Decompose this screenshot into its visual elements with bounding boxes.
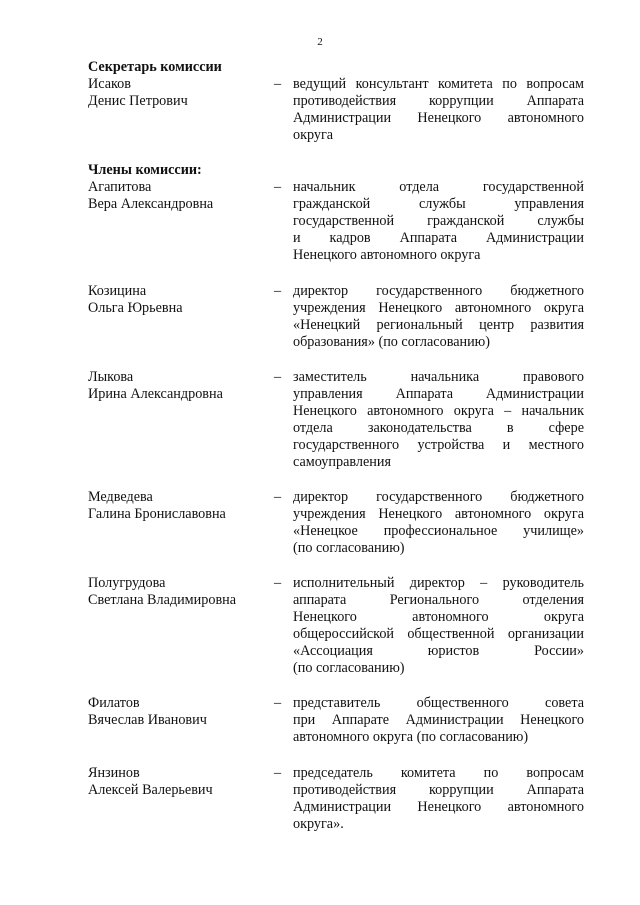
position-line: противодействия коррупции Аппарата: [293, 93, 584, 109]
member-surname: Медведева: [88, 489, 153, 505]
position-line: представитель общественного совета: [293, 695, 584, 711]
commission-member-entry: [88, 179, 588, 269]
position-line: при Аппарате Администрации Ненецкого: [293, 712, 584, 728]
position-line: директор государственного бюджетного: [293, 283, 584, 299]
position-line: государственной гражданской службы: [293, 213, 584, 229]
commission-member-entry: [88, 76, 588, 148]
member-name: [88, 575, 268, 609]
commission-member-entry: [88, 369, 588, 477]
members-heading: Члены комиссии:: [88, 162, 202, 178]
position-line: Ненецкого автономного округа: [293, 247, 481, 263]
secretary-heading: Секретарь комиссии: [88, 59, 222, 75]
member-surname: Козицина: [88, 283, 147, 299]
member-position: [293, 765, 584, 833]
member-name: [88, 283, 268, 317]
member-given-names: Денис Петрович: [88, 93, 188, 109]
position-line: «Ненецкое профессиональное училище»: [293, 523, 584, 539]
member-position: [293, 179, 584, 264]
member-position: [293, 76, 584, 144]
member-name: [88, 179, 268, 213]
position-line: общероссийской общественной организации: [293, 626, 584, 642]
member-position: [293, 369, 584, 471]
position-line: ведущий консультант комитета по вопросам: [293, 76, 584, 92]
member-surname: Лыкова: [88, 369, 134, 385]
position-line: гражданской службы управления: [293, 196, 584, 212]
position-line: (по согласованию): [293, 660, 405, 676]
member-given-names: Ирина Александровна: [88, 386, 223, 402]
position-line: округа: [293, 127, 334, 143]
commission-member-entry: [88, 695, 588, 749]
page-number: 2: [317, 36, 323, 48]
position-line: председатель комитета по вопросам: [293, 765, 584, 781]
member-given-names: Алексей Валерьевич: [88, 782, 213, 798]
dash-separator: –: [274, 179, 282, 195]
position-line: «Ассоциация юристов России»: [293, 643, 584, 659]
commission-member-entry: [88, 765, 588, 837]
commission-member-entry: [88, 489, 588, 561]
members-section: [88, 162, 588, 179]
position-line: Ненецкого автономного округа: [293, 609, 584, 625]
member-name: [88, 489, 268, 523]
position-line: противодействия коррупции Аппарата: [293, 782, 584, 798]
member-given-names: Галина Брониславовна: [88, 506, 226, 522]
member-given-names: Вячеслав Иванович: [88, 712, 207, 728]
position-line: (по согласованию): [293, 540, 405, 556]
member-given-names: Вера Александровна: [88, 196, 214, 212]
position-line: Ненецкого автономного округа – начальник: [293, 403, 584, 419]
member-position: [293, 283, 584, 351]
position-line: отдела законодательства в сфере: [293, 420, 584, 436]
position-line: начальник отдела государственной: [293, 179, 584, 195]
position-line: «Ненецкий региональный центр развития: [293, 317, 584, 333]
member-name: [88, 765, 268, 799]
position-line: самоуправления: [293, 454, 391, 470]
position-line: Администрации Ненецкого автономного: [293, 110, 584, 126]
dash-separator: –: [274, 369, 282, 385]
position-line: управления Аппарата Администрации: [293, 386, 584, 402]
dash-separator: –: [274, 695, 282, 711]
dash-separator: –: [274, 76, 282, 92]
commission-member-entry: [88, 283, 588, 355]
position-line: Администрации Ненецкого автономного: [293, 799, 584, 815]
member-given-names: Светлана Владимировна: [88, 592, 237, 608]
position-line: заместитель начальника правового: [293, 369, 584, 385]
member-given-names: Ольга Юрьевна: [88, 300, 183, 316]
position-line: и кадров Аппарата Администрации: [293, 230, 584, 246]
dash-separator: –: [274, 283, 282, 299]
secretary-section: [88, 59, 588, 148]
member-position: [293, 575, 584, 677]
member-position: [293, 695, 584, 746]
member-name: [88, 76, 268, 110]
position-line: государственного устройства и местного: [293, 437, 584, 453]
member-name: [88, 369, 268, 403]
member-surname: Агапитова: [88, 179, 152, 195]
member-surname: Исаков: [88, 76, 131, 92]
position-line: округа».: [293, 816, 344, 832]
position-line: учреждения Ненецкого автономного округа: [293, 300, 584, 316]
member-name: [88, 695, 268, 729]
position-line: автономного округа (по согласованию): [293, 729, 529, 745]
member-position: [293, 489, 584, 557]
dash-separator: –: [274, 489, 282, 505]
member-surname: Филатов: [88, 695, 140, 711]
dash-separator: –: [274, 575, 282, 591]
position-line: аппарата Регионального отделения: [293, 592, 584, 608]
position-line: образования» (по согласованию): [293, 334, 491, 350]
position-line: исполнительный директор – руководитель: [293, 575, 584, 591]
position-line: директор государственного бюджетного: [293, 489, 584, 505]
commission-member-entry: [88, 575, 588, 683]
dash-separator: –: [274, 765, 282, 781]
member-surname: Янзинов: [88, 765, 140, 781]
position-line: учреждения Ненецкого автономного округа: [293, 506, 584, 522]
member-surname: Полугрудова: [88, 575, 166, 591]
